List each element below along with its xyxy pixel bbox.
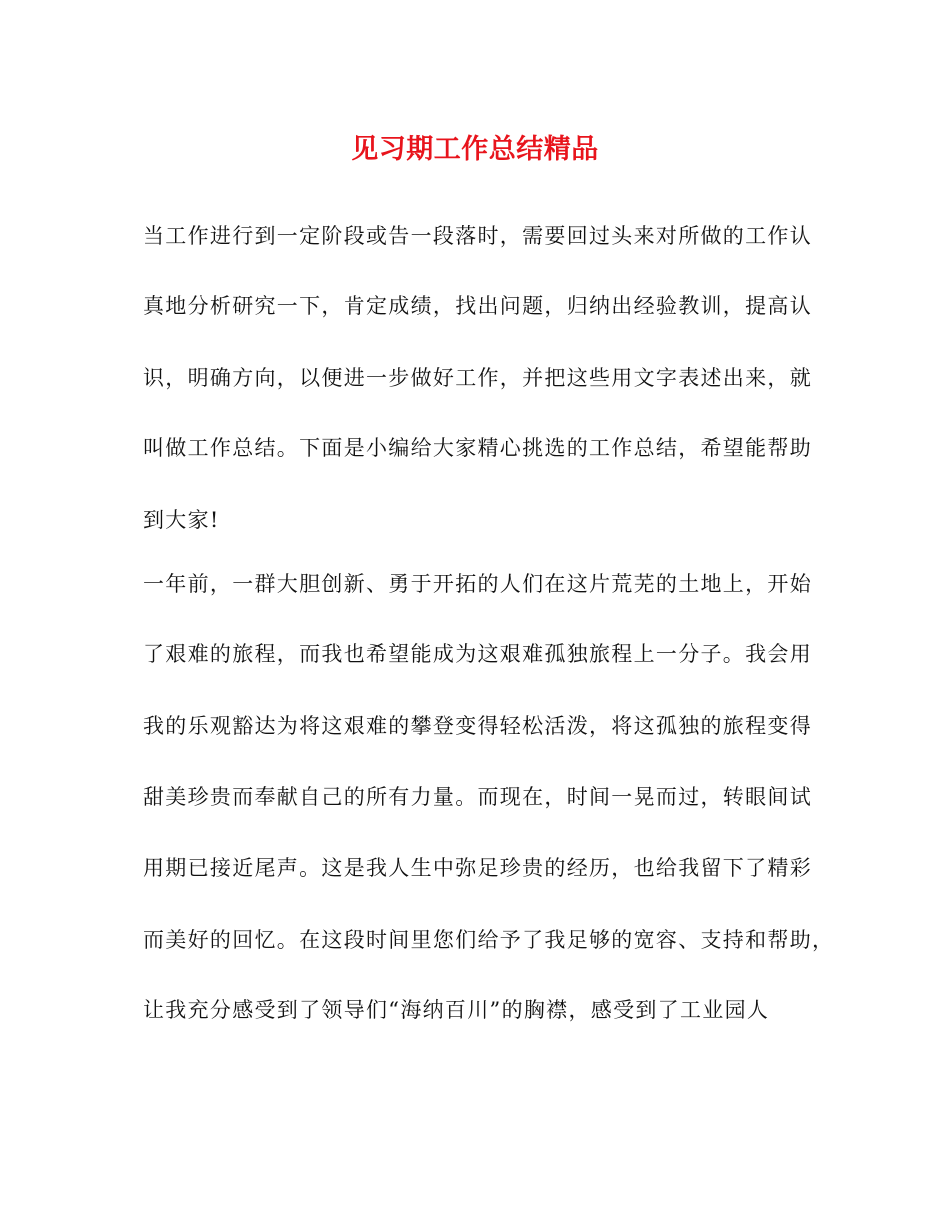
paragraph-line: 用期已接近尾声。这是我人生中弥足珍贵的经历，也给我留下了精彩 [143, 856, 812, 880]
paragraph-line: 识，明确方向，以便进一步做好工作，并把这些用文字表述出来，就 [143, 366, 812, 390]
paragraph-line: 让我充分感受到了领导们“海纳百川”的胸襟，感受到了工业园人 [143, 998, 770, 1022]
paragraph-line: 了艰难的旅程，而我也希望能成为这艰难孤独旅程上一分子。我会用 [143, 642, 812, 666]
paragraph-line: 甜美珍贵而奉献自己的所有力量。而现在，时间一晃而过，转眼间试 [143, 785, 812, 809]
paragraph-line: 当工作进行到一定阶段或告一段落时，需要回过头来对所做的工作认 [143, 224, 812, 248]
paragraph-line: 到大家! [143, 508, 220, 532]
paragraph-line: 一年前，一群大胆创新、勇于开拓的人们在这片荒芜的土地上，开始 [143, 572, 812, 596]
paragraph-line: 真地分析研究一下，肯定成绩，找出问题，归纳出经验教训，提高认 [143, 294, 812, 318]
paragraph-line: 我的乐观豁达为将这艰难的攀登变得轻松活泼，将这孤独的旅程变得 [143, 714, 812, 738]
document-title: 见习期工作总结精品 [351, 134, 599, 165]
paragraph-line: 叫做工作总结。下面是小编给大家精心挑选的工作总结，希望能帮助 [143, 436, 812, 460]
paragraph-line: 而美好的回忆。在这段时间里您们给予了我足够的宽容、支持和帮助， [143, 928, 835, 952]
